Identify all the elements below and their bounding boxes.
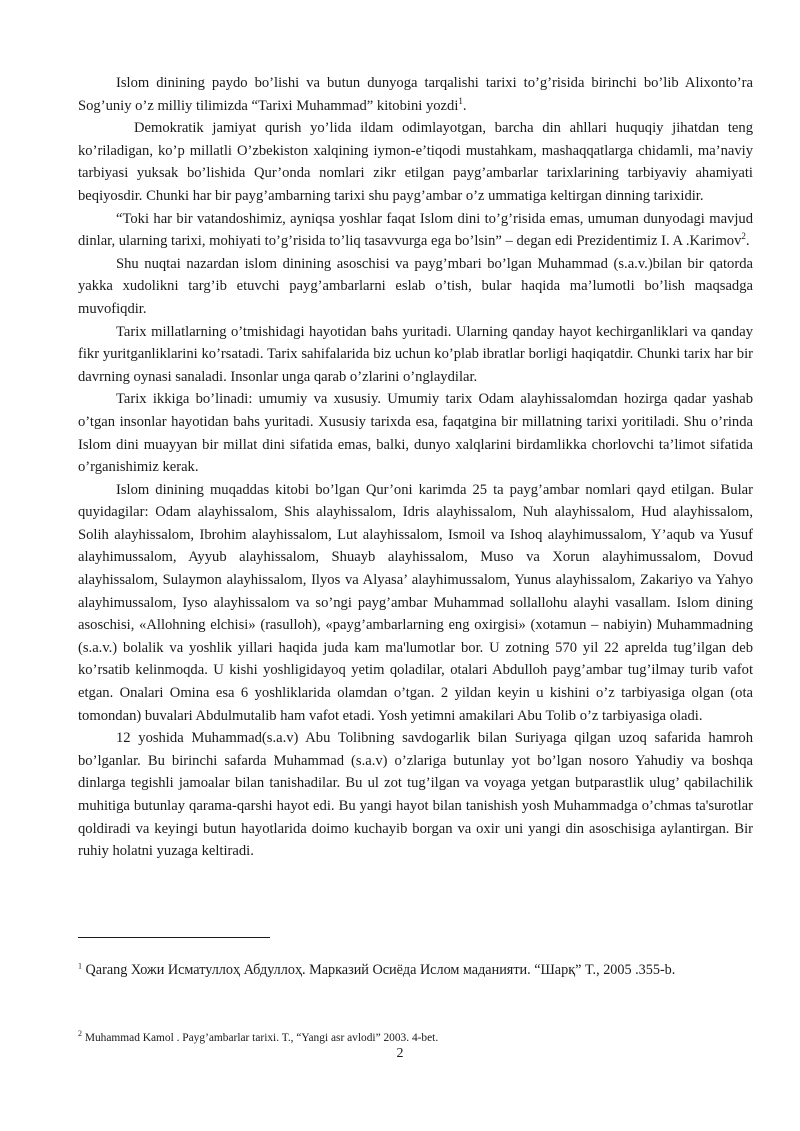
paragraph-history-types: Tarix ikkiga bo’linadi: umumiy va xususiy. Umumiy tarix Odam alayhissalomdan hozirga qadar yashab o’tgan insonlar hayotidan bahs yuritadi. Xususiy tarixda esa, faqatgina bir millatning tarixi yoritiladi. Shu o’rinda Islom dini muayyan bir millat dini sifatida emas, balki, dunyo xalqlarini birdamlikka chorlovchi ta’limot sifatida o’rganishimiz kerak. xyxy=(78,391,753,476)
footnote-divider xyxy=(78,937,270,938)
page-number: 2 xyxy=(396,1046,404,1061)
footnote-number: 2 xyxy=(78,1029,82,1039)
paragraph-journey: 12 yoshida Muhammad(s.a.v) Abu Tolibning savdogarlik bilan Suriyaga qilgan uzoq safarida hamroh bo’lganlar. Bu birinchi safarda Muhammad (s.a.v) o’zlariga butunlay yot bo’lgan nosoro Yahudiy va boshqa dinlarga tegishli jamoalar bilan tanishadilar. Bu ul zot tug’ilgan va voyaga yetgan butparastlik ulug’ qabilachilik muhitiga butunlay qarama-qarshi hayot edi. Bu yangi hayot bilan tanishish yosh Muhammadga o’chmas ta'surotlar qoldiradi va keyingi butun hayotlarida doimo kuchayib borgan va oxir uni yangi din asoschisiga aylantirgan. Bir ruhiy holatni yuzaga keltiradi. xyxy=(78,730,753,860)
footnote-2 xyxy=(78,1030,758,1046)
paragraph-quote: “Toki har bir vatandoshimiz, ayniqsa yoshlar faqat Islom dini to’g’risida emas, umuman dunyodagi mavjud dinlar, ularning tarixi, mohiyati to’g’risida to’liq tasavvurga ega bo’lsin” – degan edi Prezidentimiz I. A .Karimov$^2$. xyxy=(78,210,753,250)
paragraph-intro: Islom dinining paydo bo’lishi va butun dunyoga tarqalishi tarixi to’g’risida birinchi bo’lib Alixonto’ra Sog’uniy o’z milliy tilimizda “Tarixi Muhammad” kitobini yozdi$^1$. xyxy=(78,75,753,114)
footnote-1 xyxy=(78,960,758,980)
paragraph-democracy: Demokratik jamiyat qurish yo’lida ildam odimlayotgan, barcha din ahllari huquqiy jihatdan teng ko’riladigan, ko’p millatli O’zbekiston xalqining iymon-e’tiqodi mustahkam, mashaqqatlarga chidamli, ma’naviy tarbiyasi yuksak bo’lishida Qur’onda nomlari zikr etilgan payg’ambarlar tarixlarining tarbiyaviy ahamiyati beqiyosdir. Chunki har bir payg’ambarning tarixi shu payg’ambar o’z ummatiga keltirgan dinning tarixidir. xyxy=(78,120,753,204)
footnote-number: 1 xyxy=(78,961,82,971)
footnote-text: Qarang Хожи Исматуллоҳ Абдуллоҳ. Марказий Осиёда Ислом маданияти. “Шарқ” T., 2005 .355-b. xyxy=(82,962,676,978)
footnote-ref-2[interactable]: 2 xyxy=(741,231,746,242)
paragraph-viewpoint: Shu nuqtai nazardan islom dinining asoschisi va payg’mbari bo’lgan Muhammad (s.a.v.)bilan bir qatorda yakka xudolikni targ’ib etuvchi payg’ambarlarni eslab o’tish, bular haqida ma’lumotli bo’lish maqsadga muvofiqdir. xyxy=(78,255,753,317)
footnote-text: Muhammad Kamol . Payg’ambarlar tarixi. T., “Yangi asr avlodi” 2003. 4-bet. xyxy=(82,1032,439,1044)
paragraph-prophets: Islom dinining muqaddas kitobi bo’lgan Qur’oni karimda 25 ta payg’ambar nomlari qayd etilgan. Bular quyidagilar: Odam alayhissalom, Shis alayhissalom, Idris alayhissalom, Nuh alayhissalom, Hud alayhissalom, Solih alayhissalom, Ibrohim alayhissalom, Lut alayhissalom, Ismoil va Ishoq alayhimussalom, Y’aqub va Yusuf alayhimussalom, Ayyub alayhissalom, Shuayb alayhissalom, Muso va Xorun alayhimussalom, Dovud alayhissalom, Sulaymon alayhissalom, Ilyos va Alyasa’ alayhimussalom, Yunus alayhissalom, Zakariyo va Yahyo alayhimussalom, Iyso alayhissalom va so’ngi payg’ambar Muhammad sollallohu alayhi vasallam. Islom dining asoschisi, «Allohning elchisi» (rasulloh), «payg’ambarlarning eng oxirgisi» (xotamun – nabiyin) Muhammadning (s.a.v.) bolalik va yoshlik yillari haqida juda kam ma'lumotlar bor. U zotning 570 yil 22 aprelda tug’ilgan deb ko’rsatib kelinmoqda. U kishi yoshligidayoq yetim qoladilar, otalari Abdulloh payg’ambar tug’ilmay turib vafot etgan. Onalari Omina esa 6 yoshliklarida olamdan o’tgan. 2 yildan keyin u kishini o’z tarbiyasiga olgan (ota tomondan) buvalari Abdulmutalib ham vafot etadi. Yosh yetimni amakilari Abu Tolib o’z tarbiyasiga oladi. xyxy=(78,481,753,724)
main-text xyxy=(78,72,753,863)
paragraph-history: Tarix millatlarning o’tmishidagi hayotidan bahs yuritadi. Ularning qanday hayot kechirganliklari va qanday fikr yuritganliklarini ko’rsatadi. Tarix sahifalarida biz uchun ko’plab ibratlar borligi haqiqatdir. Chunki tarix har bir davrning oynasi sanaladi. Insonlar unga qarab o’zlarini o’nglaydilar. xyxy=(78,323,753,385)
footnote-ref-1[interactable]: 1 xyxy=(458,95,463,106)
